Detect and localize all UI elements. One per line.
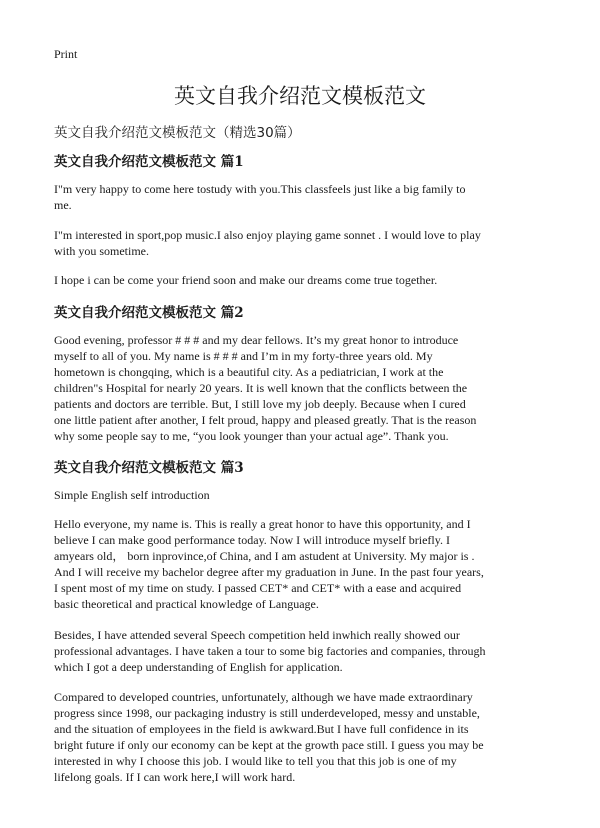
text-line: myself to all of you. My name is # # # and I’m in my forty-three years old. My: [54, 349, 433, 363]
text-line: professional advantages. I have taken a tour to some big factories and companies, through: [54, 644, 486, 658]
print-link[interactable]: Print: [54, 47, 78, 61]
text-line: And I will receive my bachelor degree after my graduation in June. In the past four years,: [54, 565, 484, 579]
text-line: children"s Hospital for nearly 20 years. It is well known that the conflicts between the: [54, 381, 468, 395]
section-heading-1: 英文自我介绍范文模板范文 篇1: [54, 154, 244, 170]
document-subtitle: 英文自我介绍范文模板范文（精选30篇）: [54, 125, 301, 141]
text-line: why some people say to me, “you look younger than your actual age”. Thank you.: [54, 429, 449, 443]
text-line: basic theoretical and practical knowledge of Language.: [54, 597, 319, 611]
text-line: me.: [54, 198, 72, 212]
section-heading-2: 英文自我介绍范文模板范文 篇2: [54, 305, 244, 321]
paragraph: [54, 227, 481, 259]
text-line: and the situation of employees in the field is awkward.But I have full confidence in its: [54, 722, 469, 736]
text-line: amyears old， born inprovince,of China, and I am astudent at University. My major is .: [54, 549, 475, 563]
text-line: Besides, I have attended several Speech competition held inwhich really showed our: [54, 628, 460, 642]
paragraph: [54, 272, 437, 288]
paragraph: [54, 516, 484, 612]
section-heading-3: 英文自我介绍范文模板范文 篇3: [54, 460, 244, 476]
paragraph: [54, 627, 486, 675]
text-line: I hope i can be come your friend soon and make our dreams come true together.: [54, 273, 438, 287]
document-title: 英文自我介绍范文模板范文: [174, 84, 426, 108]
text-line: Compared to developed countries, unfortunately, although we have made extraordinary: [54, 690, 473, 704]
paragraph: [54, 487, 210, 503]
paragraph: [54, 332, 476, 444]
text-line: which I got a deep understanding of English for application.: [54, 660, 343, 674]
text-line: with you sometime.: [54, 244, 149, 258]
text-line: bright future if only our economy can be kept at the growth pace still. I guess you may be: [54, 738, 484, 752]
paragraph: [54, 689, 484, 785]
text-line: Simple English self introduction: [54, 488, 210, 502]
text-line: Good evening, professor # # # and my dear fellows. It’s my great honor to introduce: [54, 333, 459, 347]
text-line: patients and doctors are terrible. But, I still love my job deeply. Because when I cured: [54, 397, 466, 411]
text-line: Hello everyone, my name is. This is really a great honor to have this opportunity, and I: [54, 517, 471, 531]
text-line: I spent most of my time on study. I passed CET* and CET* with a ease and acquired: [54, 581, 462, 595]
paragraph: [54, 181, 465, 213]
text-line: hometown is chongqing, which is a beautiful city. As a pediatrician, I work at the: [54, 365, 444, 379]
text-line: I"m interested in sport,pop music.I also enjoy playing game sonnet . I would love to play: [54, 228, 481, 242]
text-line: one little patient after another, I felt proud, happy and pleased greatly. That is the reason: [54, 413, 477, 427]
text-line: believe I can make good performance today. Now I will introduce myself briefly. I: [54, 533, 450, 547]
text-line: interested in why I choose this job. I would like to tell you that this job is one of my: [54, 754, 457, 768]
text-line: progress since 1998, our packaging industry is still underdeveloped, messy and unstable,: [54, 706, 480, 720]
text-line: I"m very happy to come here tostudy with you.This classfeels just like a big family to: [54, 182, 466, 196]
text-line: lifelong goals. If I can work here,I will work hard.: [54, 770, 296, 784]
